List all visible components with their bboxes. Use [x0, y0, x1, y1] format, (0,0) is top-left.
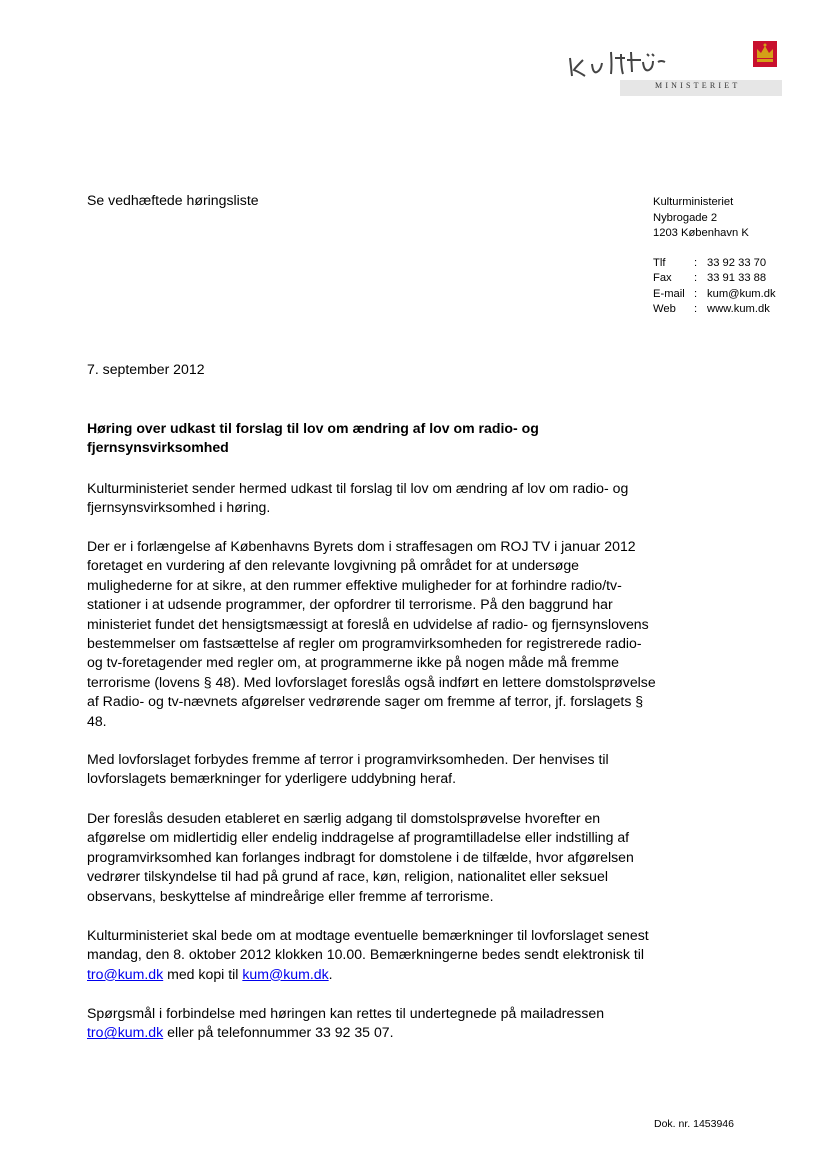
logo-script-signature: [565, 48, 685, 82]
paragraph-1: Kulturministeriet sender hermed udkast til forslag til lov om ændring af lov om radio- og fjernsynsvirksomhed i høring.: [87, 480, 629, 516]
contact-row-email: [653, 287, 776, 302]
email-link-kum[interactable]: kum@kum.dk: [242, 965, 329, 982]
email-link-tro[interactable]: tro@kum.dk: [87, 965, 164, 982]
contact-value: www.kum.dk: [707, 303, 770, 316]
contact-label: Fax: [653, 272, 672, 285]
paragraph-5: [87, 926, 657, 984]
paragraph-6-text: Spørgsmål i forbindelse med høringen kan rettes til undertegnede på mailadressen: [87, 1005, 605, 1021]
paragraph-2: Der er i forlængelse af Københavns Byrets dom i straffesagen om ROJ TV i januar 2012 foretaget en vurdering af den relevante lovgivning på området for at undersøge mulighederne for at sikre, at den rummer effektive muligheder for at forhindre radio/tv-stationer i at udsende programmer, der opfordrer til terrorisme. På den baggrund har ministeriet fundet det hensigtsmæssigt at foreslå en udvidelse af radio- og fjernsynslovens bestemmelser om fastsættelse af regler om programvirksomheden for registrerede radio- og tv-foretagender med regler om, at programmerne ikke på nogen måde må fremme terrorisme (lovens § 48). Med lovforslaget foreslås også indført en lettere domstolsprøvelse af Radio- og tv-nævnets afgørelser vedrørende sager om fremme af terror, jf. forslagets § 48.: [87, 538, 656, 729]
contact-separator: :: [694, 272, 698, 285]
logo-subtitle: MINISTERIET: [655, 81, 741, 90]
logo-wordmark: [565, 48, 685, 87]
letter-heading: Høring over udkast til forslag til lov om ændring af lov om radio- og fjernsynsvirksomhed: [87, 420, 539, 456]
contact-separator: :: [694, 257, 698, 269]
contact-label: E-mail: [653, 287, 685, 300]
address-block: [653, 195, 749, 242]
contact-value: 33 92 33 70: [707, 257, 767, 269]
paragraph-3: Med lovforslaget forbydes fremme af terror i programvirksomheden. Der henvises til lovforslagets bemærkninger for yderligere uddybning heraf.: [87, 751, 609, 787]
contact-block: [653, 256, 776, 318]
crown-icon: [753, 41, 777, 72]
document-number: Dok. nr. 1453946: [654, 1118, 734, 1130]
address-city: 1203 København K: [653, 227, 749, 240]
paragraph-6-end: eller på telefonnummer 33 92 35 07.: [163, 1024, 394, 1041]
contact-label: Web: [653, 303, 676, 316]
contact-label: Tlf: [653, 257, 666, 269]
contact-separator: :: [694, 287, 698, 300]
paragraph-5-text: Kulturministeriet skal bede om at modtage eventuelle bemærkninger til lovforslaget senest mandag, den 8. oktober 2012 klokken 10.00. Bemærkningerne bedes sendt elektronisk til: [87, 927, 649, 963]
contact-row-fax: [653, 271, 776, 286]
contact-row-web: [653, 302, 776, 317]
paragraph-5-mid: med kopi til: [163, 965, 243, 982]
contact-value: 33 91 33 88: [707, 272, 767, 285]
paragraph-4: Der foreslås desuden etableret en særlig adgang til domstolsprøvelse hvorefter en afgørelse om midlertidig eller endelig inddragelse af programtilladelse eller indstilling af programvirksomhed kan forlanges indbragt for domstolene i de tilfælde, hvor afgørelsen vedrører tilskyndelse til had på grund af race, køn, religion, nationalitet eller seksuel observans, beskyttelse af mindreårige eller fremme af terrorisme.: [87, 810, 634, 904]
attachment-note: Se vedhæftede høringsliste: [87, 192, 259, 208]
paragraph-5-end: .: [328, 965, 333, 982]
email-link-tro-2[interactable]: tro@kum.dk: [87, 1024, 164, 1041]
contact-separator: :: [694, 303, 698, 316]
contact-row-phone: [653, 256, 776, 271]
paragraph-6: [87, 1004, 657, 1043]
contact-value: kum@kum.dk: [707, 287, 776, 300]
address-street: Nybrogade 2: [653, 211, 718, 224]
address-org: Kulturministeriet: [653, 196, 734, 208]
letter-date: 7. september 2012: [87, 361, 205, 377]
